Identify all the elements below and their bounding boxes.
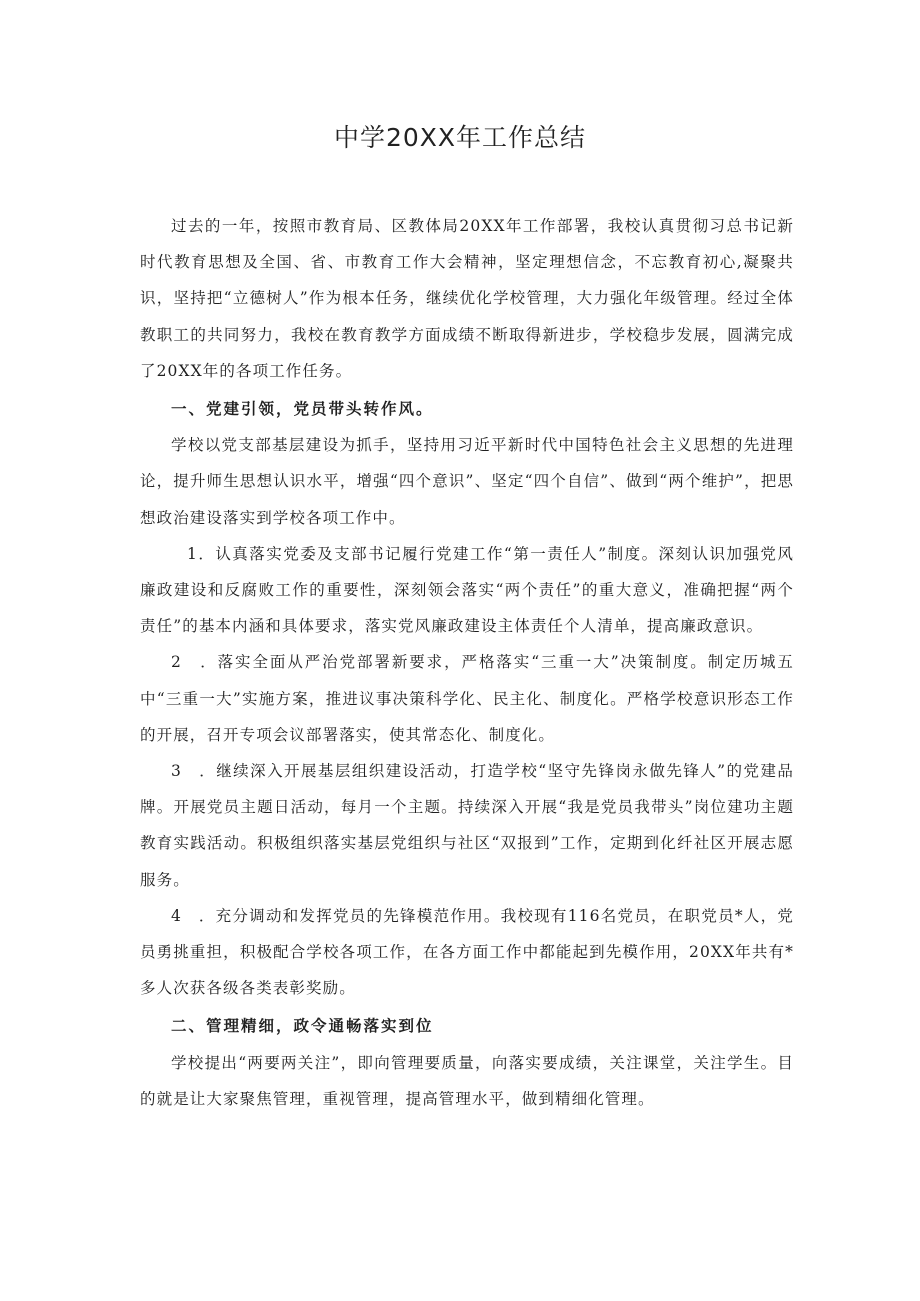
section-1-item-2: 2 ．落实全面从严治党部署新要求，严格落实“三重一大”决策制度。制定历城五中“三重一大”实施方案，推进议事决策科学化、民主化、制度化。严格学校意识形态工作的开展，召开专项会议部署落实，使其常态化、制度化。 [140, 653, 794, 744]
section-2-lead-paragraph: 学校提出“两要两关注”，即向管理要质量，向落实要成绩，关注课堂，关注学生。目的就是让大家聚焦管理，重视管理，提高管理水平，做到精细化管理。 [140, 1053, 794, 1108]
section-1-item-1: 1．认真落实党委及支部书记履行党建工作“第一责任人”制度。深刻认识加强党风廉政建设和反腐败工作的重要性，深刻领会落实“两个责任”的重大意义，准确把握“两个责任”的基本内涵和具体要求，落实党风廉政建设主体责任个人清单，提高廉政意识。 [140, 544, 794, 636]
document-body [140, 208, 794, 1117]
section-heading-2: 二、管理精细，政令通畅落实到位 [171, 1016, 434, 1036]
section-heading-1: 一、党建引领，党员带头转作风。 [171, 399, 434, 419]
intro-paragraph: 过去的一年，按照市教育局、区教体局20XX年工作部署，我校认真贯彻习总书记新时代教育思想及全国、省、市教育工作大会精神，坚定理想信念，不忘教育初心,凝聚共识，坚持把“立德树人”作为根本任务，继续优化学校管理，大力强化年级管理。经过全体教职工的共同努力，我校在教育教学方面成绩不断取得新进步，学校稳步发展，圆满完成了20XX年的各项工作任务。 [140, 217, 794, 380]
section-1-lead-paragraph: 学校以党支部基层建设为抓手，坚持用习近平新时代中国特色社会主义思想的先进理论，提升师生思想认识水平，增强“四个意识”、坚定“四个自信”、做到“两个维护”，把思想政治建设落实到学校各项工作中。 [140, 436, 794, 527]
document-title: 中学20XX年工作总结 [333, 123, 587, 152]
section-1-item-4: 4 ．充分调动和发挥党员的先锋模范作用。我校现有116名党员，在职党员*人，党员勇挑重担，积极配合学校各项工作，在各方面工作中都能起到先模作用，20XX年共有*多人次获各级各类表彰奖励。 [140, 906, 794, 998]
section-1-item-3: 3 ．继续深入开展基层组织建设活动，打造学校“坚守先锋岗永做先锋人”的党建品牌。开展党员主题日活动，每月一个主题。持续深入开展“我是党员我带头”岗位建功主题教育实践活动。积极组织落实基层党组织与社区“双报到”工作，定期到化纤社区开展志愿服务。 [140, 762, 794, 889]
